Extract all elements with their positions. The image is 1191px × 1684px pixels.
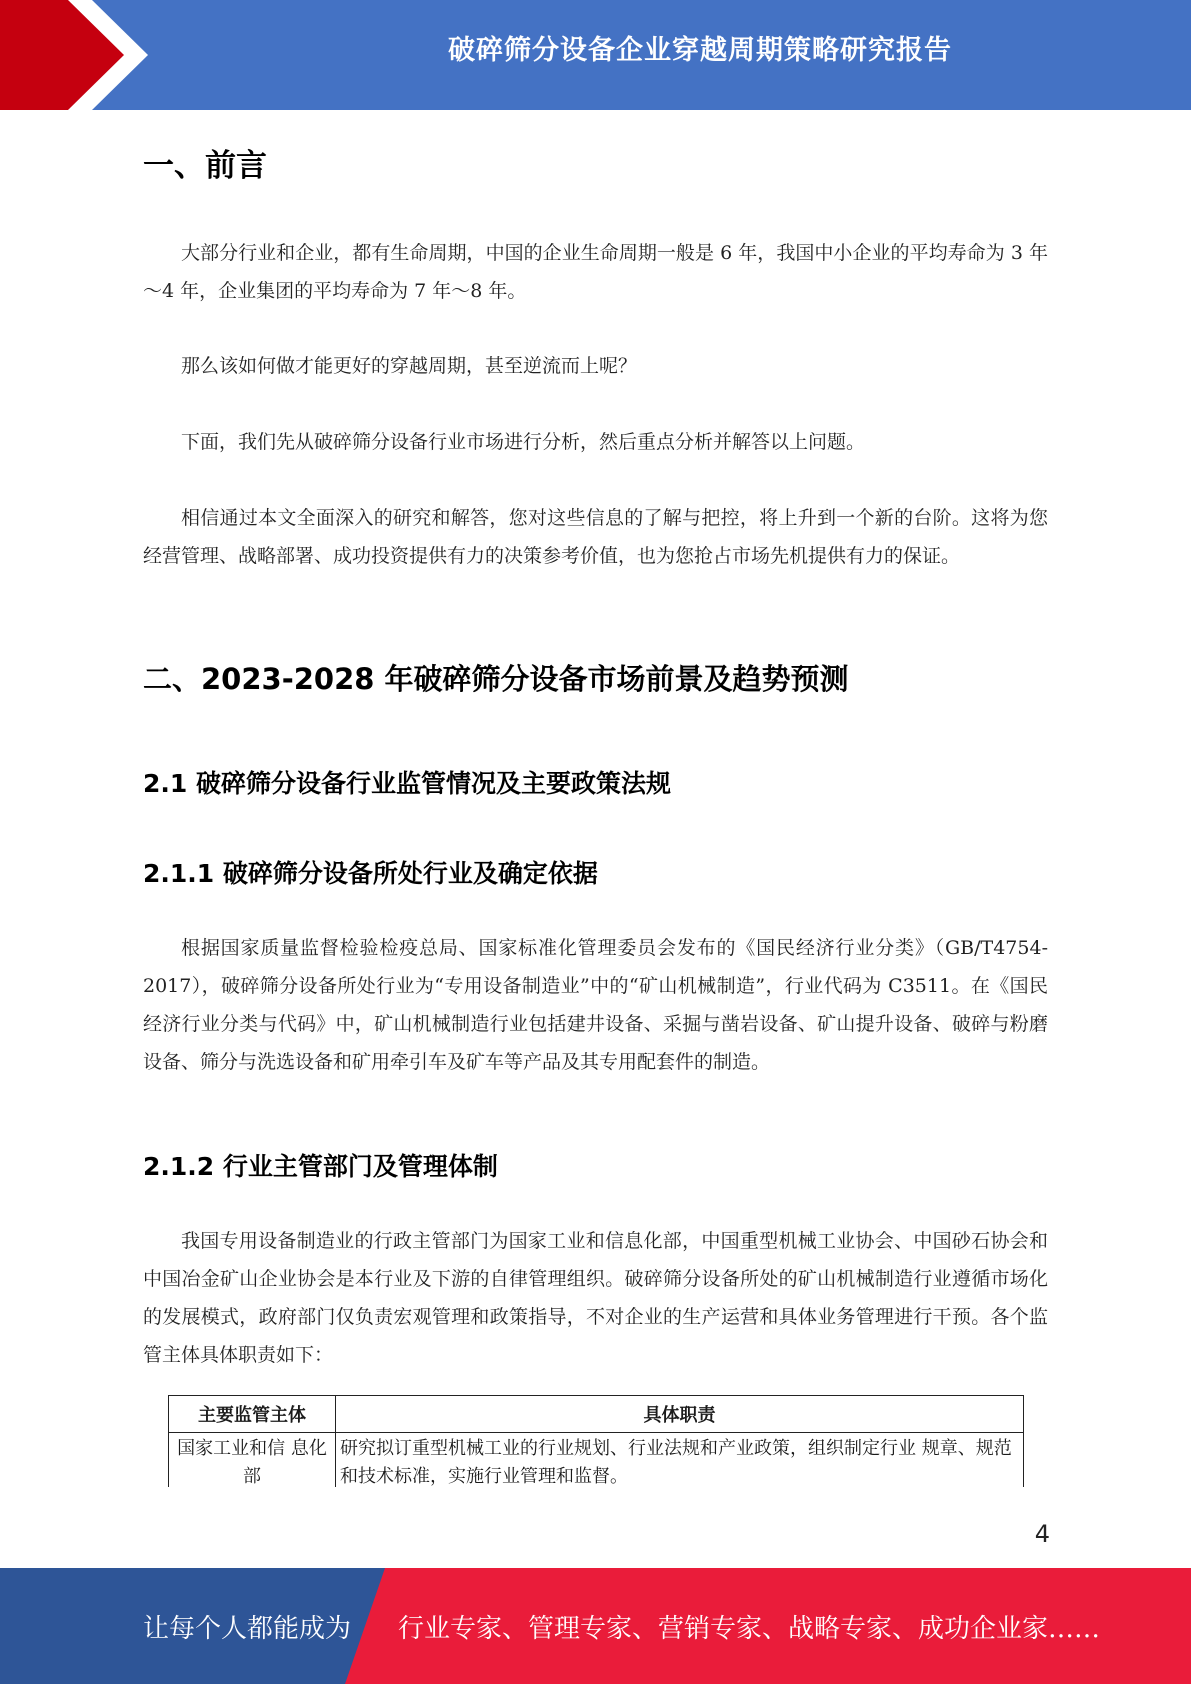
table-header-cell: 主要监管主体 — [169, 1396, 336, 1433]
footer-slogan-right: 行业专家、管理专家、营销专家、战略专家、成功企业家…… — [398, 1614, 1101, 1644]
paragraph: 大部分行业和企业，都有生命周期，中国的企业生命周期一般是 6 年，我国中小企业的平均寿命为 3 年～4 年，企业集团的平均寿命为 7 年～8 年。 — [143, 242, 1048, 302]
section-2-1-1-heading: 2.1.1 破碎筛分设备所处行业及确定依据 — [143, 859, 598, 888]
table-header-row — [169, 1396, 1024, 1433]
table-row — [169, 1433, 1024, 1488]
paragraph: 根据国家质量监督检验检疫总局、国家标准化管理委员会发布的《国民经济行业分类》（GB/T4754-2017），破碎筛分设备所处行业为“专用设备制造业”中的“矿山机械制造”，行业代码为 C3511。在《国民经济行业分类与代码》中，矿山机械制造行业包括建井设备、采掘与凿岩设备、矿山提升设备、破碎与粉磨设备、筛分与洗选设备和矿用牵引车及矿车等产品及其专用配套件的制造。 — [143, 937, 1048, 1073]
page-footer — [0, 1568, 1191, 1684]
paragraph: 相信通过本文全面深入的研究和解答，您对这些信息的了解与把控，将上升到一个新的台阶。这将为您经营管理、战略部署、成功投资提供有力的决策参考价值，也为您抢占市场先机提供有力的保证。 — [143, 507, 1048, 567]
page-header — [0, 0, 1191, 110]
paragraph: 下面，我们先从破碎筛分设备行业市场进行分析，然后重点分析并解答以上问题。 — [181, 431, 866, 453]
section-1-heading: 一、前言 — [143, 148, 267, 184]
footer-slogan-left: 让每个人都能成为 — [143, 1614, 352, 1644]
section-2-1-2-heading: 2.1.2 行业主管部门及管理体制 — [143, 1152, 498, 1181]
section-2-heading: 二、2023-2028 年破碎筛分设备市场前景及趋势预测 — [143, 662, 849, 696]
table-cell: 研究拟订重型机械工业的行业规划、行业法规和产业政策，组织制定行业 规章、规范和技术标准，实施行业管理和监督。 — [336, 1433, 1024, 1488]
paragraph: 我国专用设备制造业的行政主管部门为国家工业和信息化部，中国重型机械工业协会、中国砂石协会和中国冶金矿山企业协会是本行业及下游的自律管理组织。破碎筛分设备所处的矿山机械制造行业遵循市场化的发展模式，政府部门仅负责宏观管理和政策指导，不对企业的生产运营和具体业务管理进行干预。各个监管主体具体职责如下： — [143, 1230, 1048, 1366]
paragraph: 那么该如何做才能更好的穿越周期，甚至逆流而上呢？ — [181, 355, 638, 377]
report-title: 破碎筛分设备企业穿越周期策略研究报告 — [448, 35, 952, 66]
page-number: 4 — [1034, 1520, 1050, 1548]
table-header-cell: 具体职责 — [336, 1396, 1024, 1433]
section-2-1-heading: 2.1 破碎筛分设备行业监管情况及主要政策法规 — [143, 769, 671, 798]
table-cell: 国家工业和信 息化部 — [169, 1433, 336, 1488]
regulator-table — [168, 1395, 1024, 1487]
